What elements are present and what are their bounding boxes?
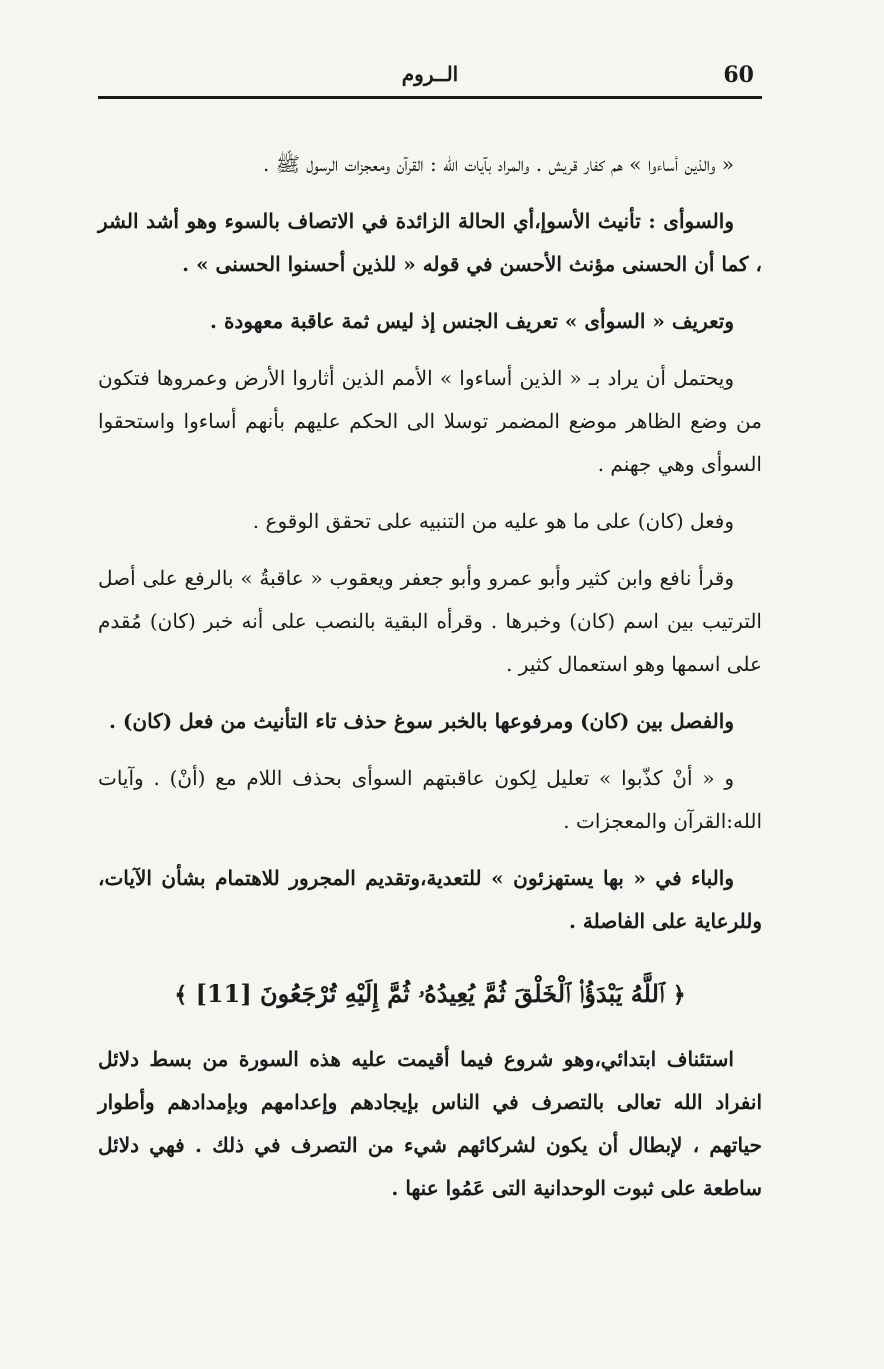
commentary-paragraph: استئناف ابتدائي،وهو شروع فيما أقيمت عليه هذه السورة من بسط دلائل انفراد الله تعالى بالتصرف في الناس بإيجادهم وإعدامهم وبإمدادهم وأطوار حياتهم ، لإبطال أن يكون لشركائهم شيء من التصرف في ذلك . فهي دلائل ساطعة على ثبوت الوحدانية التى عَمُوا عنها . (98, 1047, 762, 1200)
paragraph: والباء في « بها يستهزئون » للتعدية،وتقديم المجرور للاهتمام بشأن الآيات، وللرعاية على الفاصلة . (98, 866, 762, 933)
quran-verse (98, 969, 762, 1020)
paragraph: وتعريف « السوأى » تعريف الجنس إذ ليس ثمة عاقبة معهودة . (210, 309, 734, 333)
paragraph: والسوأى : تأنيث الأسوإ،أي الحالة الزائدة في الاتصاف بالسوء وهو أشد الشر ، كما أن الحسنى مؤنث الأحسن في قوله « للذين أحسنوا الحسنى » . (98, 209, 762, 276)
paragraph: « والذين أساءوا » هم كفار قريش . والمراد بآيات الله : القرآن ومعجزات الرسول ﷺ . (263, 152, 734, 176)
page-header (98, 58, 762, 99)
page-number: 60 (723, 62, 754, 88)
verse-text: ٱللَّهُ يَبْدَؤُا۟ ٱلْخَلْقَ ثُمَّ يُعِيدُهُۥ ثُمَّ إِلَيْهِ تُرْجَعُونَ (260, 979, 665, 1008)
paragraph: وفعل (كان) على ما هو عليه من التنبيه على تحقق الوقوع . (252, 509, 734, 533)
paragraph: وقرأ نافع وابن كثير وأبو عمرو وأبو جعفر ويعقوب « عاقبةُ » بالرفع على أصل الترتيب بين اسم (كان) وخبرها . وقرأه البقية بالنصب على أنه خبر (كان) مُقدم على اسمها وهو استعمال كثير . (98, 566, 762, 676)
verse-number: [11] (195, 979, 252, 1008)
paragraph: و « أنْ كذّبوا » تعليل لِكون عاقبتهم السوأى بحذف اللام مع (أنْ) . وآيات الله:القرآن والمعجزات . (98, 766, 762, 833)
paragraph: ويحتمل أن يراد بـ « الذين أساءوا » الأمم الذين أثاروا الأرض وعمروها فتكون من وضع الظاهر موضع المضمر توسلا الى الحكم عليهم بأنهم أساءوا واستحقوا السوأى وهي جهنم . (98, 366, 762, 476)
page-body (98, 143, 762, 1210)
running-title: الــروم (401, 62, 459, 86)
verse-open-ornament: ﴿ (672, 982, 686, 1008)
verse-close-ornament: ﴾ (174, 982, 188, 1008)
book-page (98, 58, 762, 1318)
paragraph: والفصل بين (كان) ومرفوعها بالخبر سوغ حذف تاء التأنيث من فعل (كان) . (109, 709, 734, 733)
